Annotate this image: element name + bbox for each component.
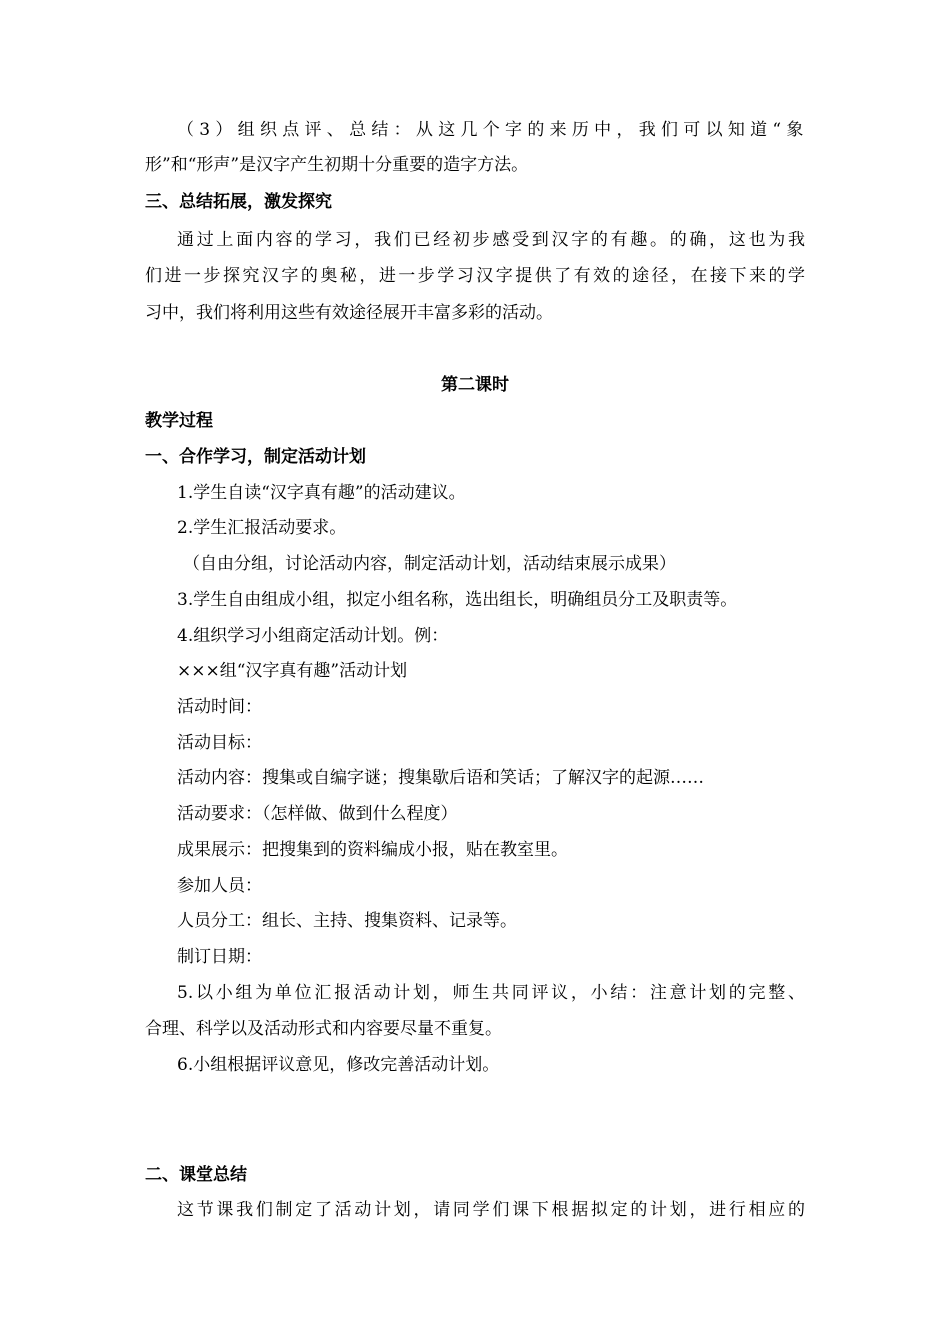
list-item: 2.学生汇报活动要求。: [177, 518, 347, 538]
plan-field: 参加人员：: [177, 876, 262, 896]
list-item: 3.学生自由组成小组，拟定小组名称，选出组长，明确组员分工及职责等。: [177, 590, 738, 610]
lesson-title: 第二课时: [441, 375, 509, 395]
plan-field: 人员分工：组长、主持、搜集资料、记录等。: [177, 911, 517, 931]
section-heading: 二、课堂总结: [145, 1165, 247, 1185]
list-item: 5.以小组为单位汇报活动计划，师生共同评议，小结：注意计划的完整、: [177, 983, 805, 1003]
list-item: 1.学生自读“汉字真有趣”的活动建议。: [177, 483, 466, 503]
paragraph-line: 习中，我们将利用这些有效途径展开丰富多彩的活动。: [145, 303, 553, 323]
paragraph-line: 形”和“形声”是汉字产生初期十分重要的造字方法。: [145, 155, 529, 175]
list-item: 4.组织学习小组商定活动计划。例：: [177, 626, 449, 646]
section-heading: 一、合作学习，制定活动计划: [145, 447, 366, 467]
list-item-note: （自由分组，讨论活动内容，制定活动计划，活动结束展示成果）: [183, 554, 676, 574]
paragraph-line: 通过上面内容的学习，我们已经初步感受到汉字的有趣。的确，这也为我: [177, 230, 805, 250]
plan-title: ×××组“汉字真有趣”活动计划: [177, 661, 408, 681]
paragraph-line: 们进一步探究汉字的奥秘，进一步学习汉字提供了有效的途径，在接下来的学: [145, 266, 805, 286]
plan-field: 制订日期：: [177, 947, 262, 967]
plan-field: 活动时间：: [177, 697, 262, 717]
paragraph-line: 这节课我们制定了活动计划，请同学们课下根据拟定的计划，进行相应的: [177, 1200, 805, 1220]
plan-field: 活动要求：（怎样做、做到什么程度）: [177, 804, 458, 824]
list-item: 6.小组根据评议意见，修改完善活动计划。: [177, 1055, 500, 1075]
list-item-continuation: 合理、科学以及活动形式和内容要尽量不重复。: [145, 1019, 502, 1039]
plan-field: 成果展示：把搜集到的资料编成小报，贴在教室里。: [177, 840, 568, 860]
plan-field: 活动内容：搜集或自编字谜；搜集歇后语和笑话；了解汉字的起源……: [177, 768, 704, 788]
paragraph-line: （3）组织点评、总结：从这几个字的来历中，我们可以知道“象: [177, 120, 805, 140]
section-heading: 三、总结拓展，激发探究: [145, 192, 332, 212]
section-heading: 教学过程: [145, 411, 213, 431]
plan-field: 活动目标：: [177, 733, 262, 753]
